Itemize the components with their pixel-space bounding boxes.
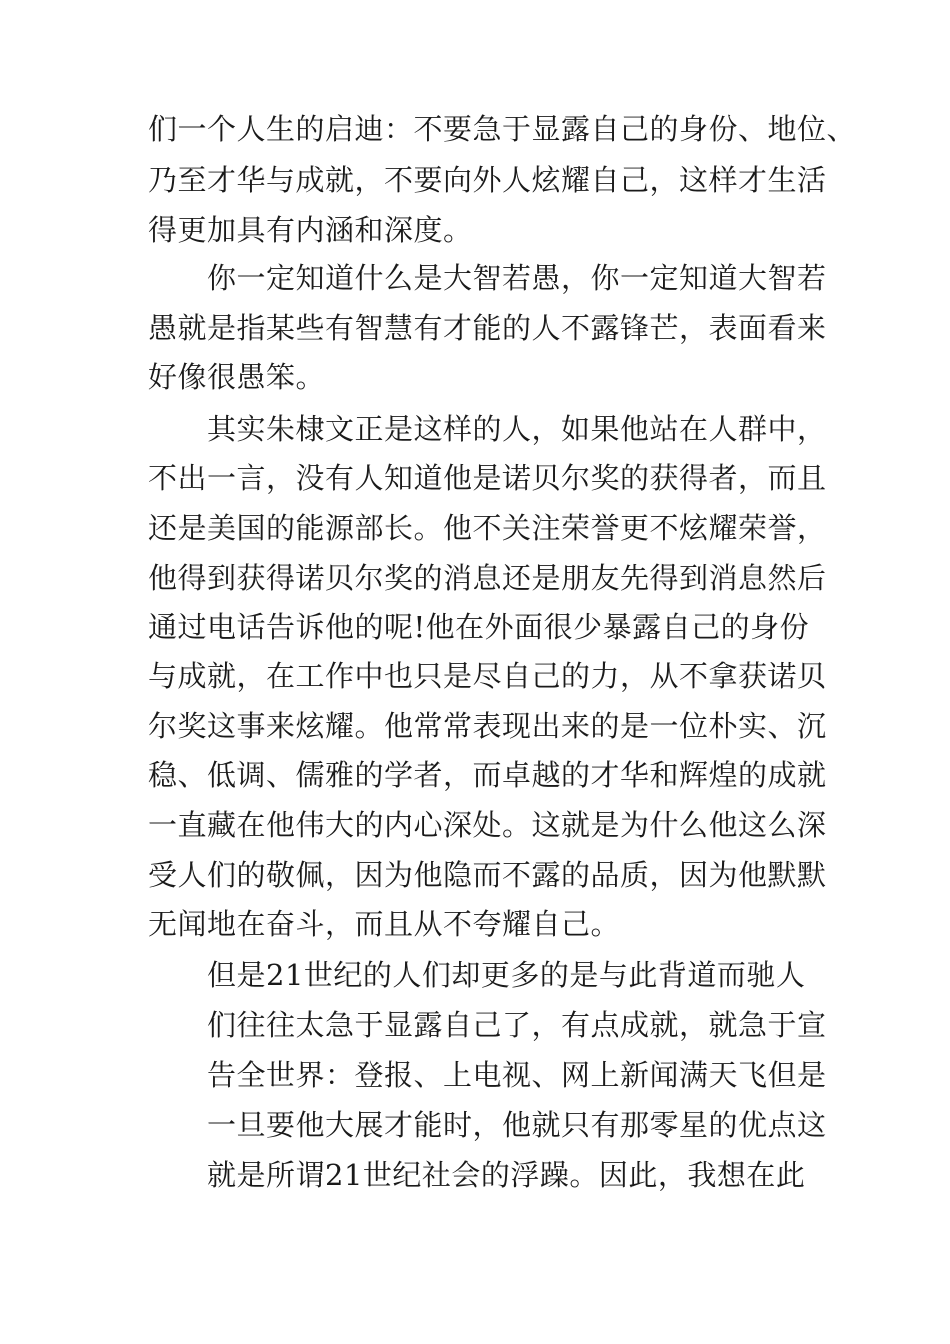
text-line: 你一定知道什么是大智若愚，你一定知道大智若 [207,261,827,295]
text-line: 尔奖这事来炫耀。他常常表现出来的是一位朴实、沉 [148,709,827,743]
text-line: 们往往太急于显露自己了，有点成就，就急于宣 [207,1008,827,1042]
text-line: 们一个人生的启迪：不要急于显露自己的身份、地位、 [148,112,857,146]
text-line: 其实朱棣文正是这样的人，如果他站在人群中， [207,412,827,446]
text-line: 乃至才华与成就，不要向外人炫耀自己，这样才生活 [148,163,827,197]
text-line: 他得到获得诺贝尔奖的消息还是朋友先得到消息然后 [148,561,827,595]
text-line: 但是21世纪的人们却更多的是与此背道而驰人 [207,958,806,992]
text-line: 不出一言，没有人知道他是诺贝尔奖的获得者，而且 [148,461,827,495]
text-line: 一直藏在他伟大的内心深处。这就是为什么他这么深 [148,808,827,842]
text-line: 愚就是指某些有智慧有才能的人不露锋芒，表面看来 [148,311,827,345]
text-line: 告全世界：登报、上电视、网上新闻满天飞但是 [207,1058,827,1092]
text-line: 还是美国的能源部长。他不关注荣誉更不炫耀荣誉， [148,511,827,545]
text-line: 好像很愚笨。 [148,360,326,394]
text-line: 与成就，在工作中也只是尽自己的力，从不拿获诺贝 [148,659,827,693]
text-line: 无闻地在奋斗，而且从不夸耀自己。 [148,907,621,941]
text-line: 一旦要他大展才能时，他就只有那零星的优点这 [207,1108,827,1142]
text-line: 受人们的敬佩，因为他隐而不露的品质，因为他默默 [148,858,827,892]
text-line: 就是所谓21世纪社会的浮躁。因此，我想在此 [207,1158,806,1192]
text-line: 得更加具有内涵和深度。 [148,213,473,247]
text-line: 稳、低调、儒雅的学者，而卓越的才华和辉煌的成就 [148,758,827,792]
text-line: 通过电话告诉他的呢!他在外面很少暴露自己的身份 [148,610,810,644]
